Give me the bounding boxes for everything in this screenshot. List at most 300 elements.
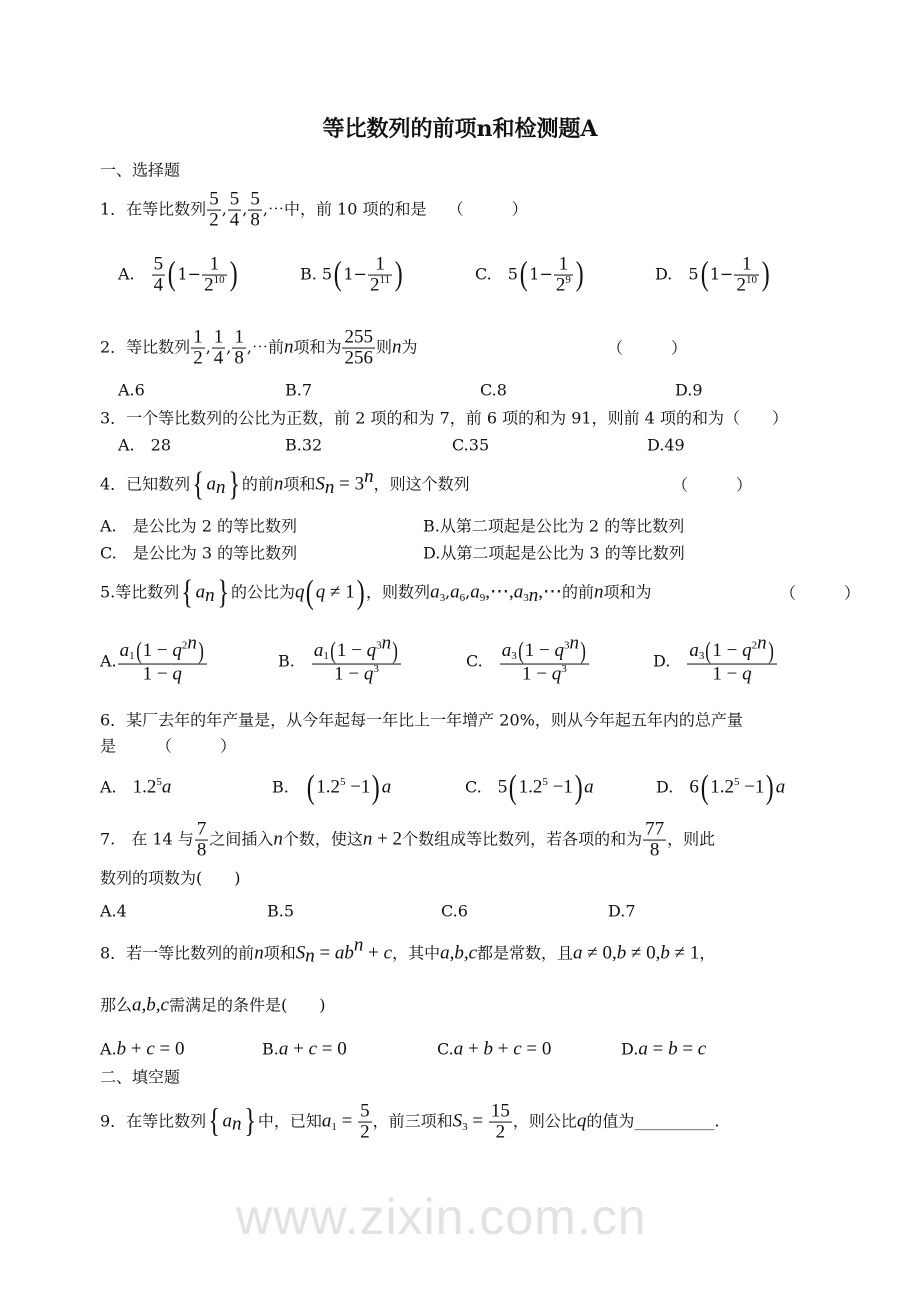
- numerator: [358, 1102, 372, 1123]
- fraction: [152, 255, 166, 296]
- math-variable: [146, 1039, 154, 1060]
- text: c: [308, 1038, 317, 1060]
- text: =: [677, 1038, 698, 1060]
- math-variable: [305, 946, 315, 967]
- text: B.从第二项起是公比为 2 的等比数列: [423, 516, 685, 536]
- math-variable: [617, 943, 627, 964]
- math-variable: [296, 943, 306, 964]
- question-line-q5: [100, 576, 652, 610]
- subscript: [205, 584, 215, 606]
- math-bracket: {: [181, 574, 194, 611]
- text: 3: [462, 1120, 468, 1133]
- text: 2: [181, 639, 188, 652]
- text: 8: [250, 209, 260, 231]
- superscript: [364, 465, 374, 487]
- numerator: [500, 632, 589, 665]
- math-variable: [162, 777, 172, 798]
- text: 1．在等比数列: [100, 199, 207, 219]
- text: a: [573, 942, 583, 964]
- text: n: [254, 942, 264, 964]
- text: B.32: [285, 435, 323, 455]
- text: ≠ 1: [669, 942, 700, 964]
- fraction: [368, 255, 392, 296]
- math-text: [468, 1111, 488, 1132]
- math-variable: [316, 582, 326, 603]
- math-text: [689, 777, 699, 798]
- text: −1: [739, 776, 765, 798]
- text: 8: [234, 347, 244, 369]
- text: ，: [699, 943, 716, 963]
- text: S: [452, 1110, 463, 1132]
- text: 1−: [709, 264, 734, 284]
- text: 3: [376, 639, 382, 652]
- denominator: [358, 1123, 372, 1143]
- text: a,b,c: [440, 942, 478, 964]
- subscript: [511, 650, 517, 662]
- text: 2: [360, 1121, 370, 1143]
- text: n: [594, 581, 604, 603]
- text: A.4: [100, 901, 127, 921]
- question-line-q8: [100, 934, 716, 967]
- denominator: [248, 211, 262, 231]
- text: n: [273, 473, 284, 495]
- text: 1 −: [712, 639, 743, 661]
- text: C.: [465, 777, 498, 797]
- subscript: [324, 476, 335, 498]
- text: a: [195, 581, 206, 603]
- text: 2．等比数列: [100, 337, 191, 357]
- numerator: [152, 255, 166, 276]
- math-text: [133, 777, 157, 798]
- text: ≠ 0,: [626, 942, 661, 964]
- math-text: [316, 777, 340, 798]
- option-q3o-2[interactable]: [452, 435, 489, 454]
- math-bracket: }: [243, 1103, 256, 1140]
- question-line-q8b: [100, 995, 325, 1018]
- text: a: [313, 639, 324, 661]
- superscript: [565, 274, 571, 286]
- text: C. 5: [475, 264, 518, 284]
- text: 1−: [343, 264, 368, 284]
- subscript: [323, 650, 329, 662]
- fraction: [248, 190, 262, 231]
- denominator: [207, 211, 221, 231]
- text: B.: [278, 651, 311, 671]
- question-line-q6b: [100, 736, 236, 755]
- denominator: [228, 211, 242, 231]
- option-q4o-1[interactable]: [423, 516, 684, 535]
- question-line-q3: [100, 408, 788, 427]
- math-text: [739, 777, 764, 798]
- text: 中，已知: [257, 1111, 322, 1131]
- question-line-q2: [100, 328, 418, 369]
- option-q1o-1[interactable]: [300, 255, 404, 296]
- text: 4．已知数列: [100, 474, 191, 494]
- text: n: [205, 584, 215, 606]
- text: n: [273, 828, 283, 850]
- text: n: [381, 632, 392, 654]
- option-q2o-1[interactable]: [285, 380, 312, 399]
- math-bracket: ): [356, 574, 365, 611]
- text: q: [742, 663, 752, 685]
- math-bracket: (: [705, 638, 712, 665]
- text: 1 −: [142, 639, 173, 661]
- math-bracket: ): [394, 256, 403, 293]
- text: 6: [689, 776, 699, 798]
- text: 3: [511, 650, 517, 663]
- text: b: [668, 1038, 678, 1060]
- text: 7: [196, 818, 207, 840]
- text: 1: [213, 326, 224, 348]
- text: 1 −: [712, 663, 743, 685]
- math-variable: [382, 632, 392, 653]
- text: q: [551, 663, 562, 685]
- denominator: [368, 273, 392, 296]
- option-q7o-0[interactable]: [100, 901, 127, 920]
- text: 的公比为: [230, 582, 295, 602]
- math-variable: [573, 943, 583, 964]
- option-q4o-2[interactable]: [100, 543, 297, 562]
- text: 255: [344, 326, 373, 348]
- option-q4o-0[interactable]: [100, 516, 297, 535]
- math-text: [548, 777, 573, 798]
- math-text: [334, 474, 364, 495]
- math-variable: [698, 1039, 706, 1060]
- text: q: [576, 1110, 587, 1132]
- math-text: [626, 943, 660, 964]
- subscript: [216, 476, 226, 498]
- superscript: [746, 274, 757, 286]
- text: 1.2: [316, 776, 340, 798]
- text: a: [430, 581, 440, 603]
- denominator: [734, 273, 759, 296]
- subscript: [129, 650, 135, 662]
- math-variable: [363, 829, 373, 850]
- math-variable: [117, 1039, 127, 1060]
- option-q6o-1[interactable]: [272, 771, 391, 805]
- math-variable: [335, 943, 354, 964]
- text: c: [697, 1038, 707, 1060]
- text: b: [116, 1038, 127, 1060]
- math-text: [710, 777, 734, 798]
- text: 9．在等比数列: [100, 1111, 207, 1131]
- math-text: [678, 1039, 698, 1060]
- text: 2: [370, 274, 380, 296]
- denominator: [312, 662, 401, 685]
- text: 1: [234, 326, 244, 348]
- denominator: [489, 1123, 512, 1143]
- text: 2: [495, 1121, 506, 1143]
- fraction: [202, 255, 227, 296]
- option-q3o-1[interactable]: [285, 435, 322, 454]
- text: D.: [656, 777, 690, 797]
- numerator: [212, 328, 226, 349]
- superscript: [214, 274, 225, 286]
- math-variable: [483, 1039, 493, 1060]
- math-bracket: (: [517, 638, 524, 665]
- option-q6o-3[interactable]: [656, 771, 785, 805]
- text: a: [689, 639, 699, 661]
- subscript: [699, 650, 705, 662]
- math-bracket: ): [766, 769, 775, 806]
- option-q6o-2[interactable]: [465, 771, 594, 805]
- denominator: [118, 665, 207, 685]
- text: 3: [439, 591, 446, 604]
- math-variable: [172, 664, 182, 685]
- text: =: [314, 942, 335, 964]
- math-variable: [354, 935, 364, 956]
- math-text: [538, 582, 562, 603]
- math-text: [126, 1039, 146, 1060]
- option-q3o-0[interactable]: [118, 435, 171, 454]
- math-variable: [273, 829, 283, 850]
- math-variable: [513, 1039, 521, 1060]
- text: 15: [490, 1100, 510, 1122]
- text: 1: [209, 253, 220, 275]
- option-q2o-3[interactable]: [675, 380, 703, 399]
- math-variable: [440, 943, 477, 964]
- option-q3o-3[interactable]: [647, 435, 685, 454]
- text: D.从第二项起是公比为 3 的等比数列: [423, 543, 685, 563]
- text: 是 （ ）: [100, 736, 237, 756]
- math-bracket: (: [135, 638, 142, 665]
- text: A. 28: [118, 435, 172, 455]
- option-q8o-2[interactable]: [437, 1039, 551, 1062]
- text: c: [513, 1038, 522, 1060]
- text: 5: [229, 188, 240, 210]
- math-variable: [529, 585, 539, 606]
- option-q8o-1[interactable]: [262, 1039, 347, 1062]
- text: q: [363, 663, 374, 685]
- math-variable: [132, 995, 169, 1016]
- text: a: [638, 1038, 648, 1060]
- text: 11: [379, 273, 391, 286]
- text: c: [383, 942, 393, 964]
- text: 的值为__________.: [586, 1111, 720, 1131]
- text: ,: [226, 337, 232, 357]
- text: B.: [272, 777, 305, 797]
- option-q1o-0[interactable]: [118, 255, 239, 296]
- text: A.: [100, 777, 133, 797]
- math-bracket: (: [167, 256, 176, 293]
- text: = 0: [154, 1038, 185, 1060]
- text: 5: [497, 776, 508, 798]
- text: n: [392, 336, 402, 358]
- text: 9: [565, 273, 571, 286]
- math-variable: [454, 1039, 464, 1060]
- text: n: [232, 1113, 242, 1135]
- subscript: [305, 945, 315, 967]
- text: 4: [153, 274, 164, 296]
- option-q1o-3[interactable]: [655, 255, 771, 296]
- math-text: [337, 1111, 357, 1132]
- text: ,⋯前: [246, 337, 284, 357]
- text: ，则这个数列: [373, 474, 470, 494]
- text: a: [119, 639, 130, 661]
- text: 1: [129, 650, 135, 663]
- numerator: [643, 820, 666, 841]
- text: C.35: [452, 435, 490, 455]
- text: n: [353, 934, 364, 956]
- math-variable: [776, 777, 786, 798]
- text: b: [660, 942, 670, 964]
- fraction: [489, 1102, 512, 1143]
- math-variable: [660, 943, 670, 964]
- option-q5o-2[interactable]: [466, 632, 590, 685]
- option-q6o-0[interactable]: [100, 777, 171, 800]
- answer-blank-q5p: [780, 583, 860, 602]
- text: 256: [344, 347, 373, 369]
- text: q: [172, 639, 182, 661]
- superscript: [373, 663, 379, 675]
- text: 2: [193, 347, 203, 369]
- option-q5o-0[interactable]: [100, 632, 208, 685]
- math-bracket: ): [229, 256, 238, 293]
- option-q7o-3[interactable]: [608, 901, 636, 920]
- math-variable: [367, 640, 377, 661]
- numerator: [368, 255, 392, 276]
- text: B.: [262, 1039, 279, 1059]
- math-bracket: ): [392, 638, 398, 665]
- denominator: [643, 841, 666, 861]
- text: =: [467, 1110, 488, 1132]
- fraction: [500, 632, 589, 685]
- math-bracket: (: [306, 574, 315, 611]
- text: ≠ 0,: [582, 942, 617, 964]
- text: C.: [466, 651, 499, 671]
- question-line-q6: [100, 710, 743, 729]
- text: 个数，使这: [282, 829, 363, 849]
- option-q7o-2[interactable]: [441, 901, 468, 920]
- math-variable: [314, 640, 324, 661]
- fraction: [734, 255, 759, 296]
- text: 需满足的条件是( ): [168, 995, 326, 1015]
- numerator: [195, 820, 209, 841]
- text: ,: [445, 582, 451, 602]
- text: ，则数列: [366, 582, 431, 602]
- option-q5o-1[interactable]: [278, 632, 402, 685]
- math-text: [522, 1039, 552, 1060]
- denominator: [554, 273, 573, 296]
- text: ,⋯,: [485, 581, 514, 603]
- math-variable: [216, 477, 226, 498]
- answer-blank-q2p: [607, 338, 687, 357]
- math-text: [363, 943, 383, 964]
- text: c: [146, 1038, 155, 1060]
- text: D. 5: [655, 264, 699, 284]
- text: b: [483, 1038, 493, 1060]
- text: 6．某厂去年的年产量是，从今年起每一年比上一年增产 20%，则从今年起五年内的总产量: [100, 710, 743, 730]
- math-variable: [450, 582, 460, 603]
- text: ，其中: [392, 943, 441, 963]
- text: q: [742, 639, 752, 661]
- math-bracket: ): [767, 638, 774, 665]
- superscript: [380, 274, 391, 286]
- text: 5: [733, 775, 740, 788]
- math-variable: [502, 640, 512, 661]
- superscript: [563, 632, 579, 654]
- numerator: [228, 190, 242, 211]
- text: ，则公比: [512, 1111, 577, 1131]
- option-q8o-0[interactable]: [100, 1039, 185, 1062]
- math-bracket: (: [333, 256, 342, 293]
- text: −1: [547, 776, 573, 798]
- numerator: [687, 632, 776, 665]
- text: ，前三项和: [372, 1111, 453, 1131]
- fraction: [207, 190, 221, 231]
- text: +: [463, 1038, 484, 1060]
- denominator: [500, 662, 589, 685]
- fraction: [195, 820, 209, 861]
- text: n: [305, 945, 315, 967]
- fraction: [118, 632, 207, 685]
- text: q: [315, 581, 326, 603]
- text: b: [616, 942, 627, 964]
- math-bracket: (: [519, 256, 528, 293]
- math-variable: [470, 582, 480, 603]
- text: 2: [751, 639, 758, 652]
- text: 10: [745, 273, 757, 286]
- text: 项和为: [603, 582, 652, 602]
- text: a: [381, 776, 392, 798]
- math-variable: [187, 632, 197, 653]
- text: +: [492, 1038, 514, 1060]
- text: D.49: [647, 435, 685, 455]
- math-variable: [309, 1039, 317, 1060]
- option-q2o-2[interactable]: [480, 380, 507, 399]
- math-text: [485, 582, 514, 603]
- option-q2o-0[interactable]: [118, 380, 145, 399]
- text: 5: [250, 188, 260, 210]
- math-bracket: {: [208, 1103, 221, 1140]
- math-variable: [205, 585, 215, 606]
- text: ab: [334, 942, 354, 964]
- option-q8o-3[interactable]: [621, 1039, 706, 1062]
- text: 4: [229, 209, 240, 231]
- math-variable: [594, 582, 604, 603]
- numerator: [202, 255, 227, 276]
- numerator: [118, 632, 207, 665]
- math-variable: [554, 640, 564, 661]
- math-text: [315, 943, 335, 964]
- option-q4o-3[interactable]: [423, 543, 685, 562]
- text: 3: [373, 662, 379, 675]
- text: 3: [563, 639, 570, 652]
- math-variable: [196, 582, 206, 603]
- text: n: [757, 632, 767, 654]
- option-q5o-3[interactable]: [653, 632, 778, 685]
- text: 2: [736, 274, 746, 296]
- text: ,: [221, 199, 227, 219]
- text: C.: [437, 1039, 454, 1059]
- text: a: [321, 1110, 332, 1132]
- math-bracket: (: [700, 769, 709, 806]
- fraction: [358, 1102, 372, 1143]
- question-line-q9: [100, 1102, 719, 1143]
- math-variable: [172, 640, 182, 661]
- text: ,: [465, 582, 471, 602]
- text: 为: [401, 337, 418, 357]
- fraction: [312, 632, 401, 685]
- text: 个数组成等比数列，若各项的和为: [402, 829, 643, 849]
- math-variable: [223, 1111, 233, 1132]
- math-variable: [364, 466, 374, 487]
- math-variable: [364, 664, 374, 685]
- math-variable: [279, 1039, 289, 1060]
- option-q1o-2[interactable]: [475, 255, 585, 296]
- option-q7o-1[interactable]: [267, 901, 294, 920]
- denominator: [342, 349, 375, 369]
